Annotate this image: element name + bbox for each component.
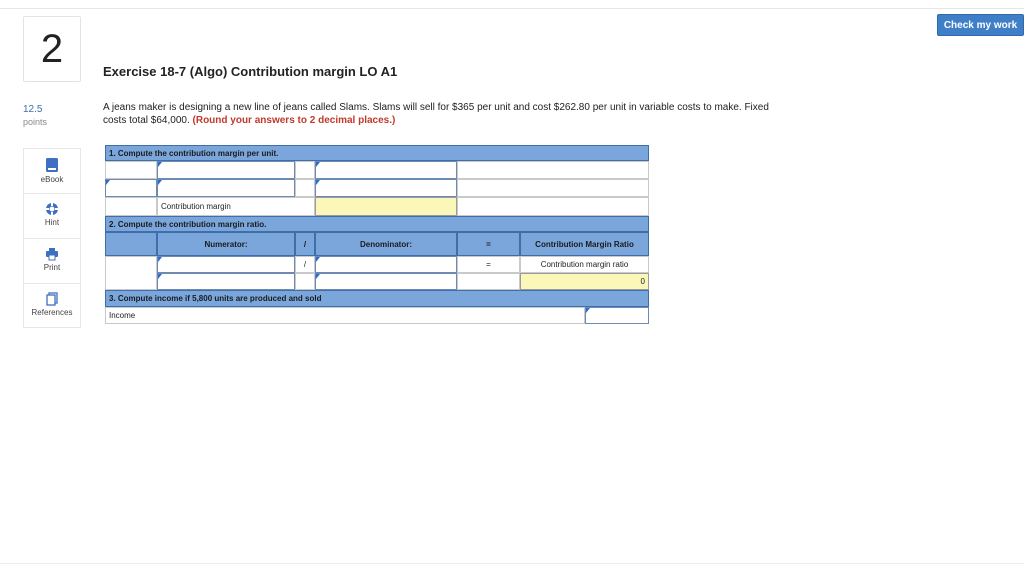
denominator-value-input[interactable]	[315, 273, 457, 290]
denominator-header: Denominator:	[315, 232, 457, 256]
numerator-value-input[interactable]	[157, 273, 295, 290]
tool-divider	[24, 238, 80, 239]
points-value: 12.5	[23, 104, 43, 115]
print-label: Print	[43, 263, 61, 272]
tool-divider	[24, 193, 80, 194]
references-icon	[45, 292, 59, 306]
part1-gap	[295, 161, 315, 179]
points-label: points	[23, 117, 48, 127]
part1-blank	[457, 197, 649, 216]
contribution-margin-label: Contribution margin	[157, 197, 315, 216]
ebook-button[interactable]	[24, 157, 80, 184]
references-label: References	[31, 308, 73, 317]
part1-row2-label-select[interactable]	[157, 179, 295, 197]
print-icon	[45, 247, 59, 261]
top-divider	[0, 8, 1024, 9]
part1-row1-label-select[interactable]	[157, 161, 295, 179]
ebook-label: eBook	[40, 175, 64, 184]
equals-header: =	[457, 232, 520, 256]
income-label: Income	[105, 307, 585, 324]
part2-header-spacer	[105, 232, 157, 256]
divide-symbol: /	[295, 256, 315, 273]
question-number: 2	[23, 16, 81, 82]
part1-row2-value-input[interactable]	[315, 179, 457, 197]
part1-blank	[457, 161, 649, 179]
tools-panel	[23, 148, 81, 328]
contribution-margin-result	[315, 197, 457, 216]
ratio-header: Contribution Margin Ratio	[520, 232, 649, 256]
tool-divider	[24, 283, 80, 284]
part1-spacer	[105, 197, 157, 216]
numerator-header: Numerator:	[157, 232, 295, 256]
part1-heading: 1. Compute the contribution margin per unit.	[105, 145, 649, 161]
part3-heading: 3. Compute income if 5,800 units are produced and sold	[105, 290, 649, 307]
ratio-result: 0	[520, 273, 649, 290]
bottom-divider	[0, 563, 1024, 564]
references-button[interactable]	[24, 292, 80, 317]
hint-button[interactable]	[24, 202, 80, 227]
part2-spacer	[105, 256, 157, 290]
check-my-work-button[interactable]: Check my work	[937, 14, 1024, 36]
exercise-title: Exercise 18-7 (Algo) Contribution margin LO A1	[103, 64, 398, 79]
part1-blank	[457, 179, 649, 197]
part1-row1-value-input[interactable]	[315, 161, 457, 179]
part2-gap	[295, 273, 315, 290]
numerator-label-select[interactable]	[157, 256, 295, 273]
rounding-instruction: (Round your answers to 2 decimal places.)	[192, 115, 396, 126]
part2-heading: 2. Compute the contribution margin ratio.	[105, 216, 649, 232]
ratio-label: Contribution margin ratio	[520, 256, 649, 273]
part1-spacer	[105, 161, 157, 179]
hint-label: Hint	[44, 218, 60, 227]
ebook-icon	[45, 157, 59, 173]
part1-gap	[295, 179, 315, 197]
exercise-prompt	[103, 101, 783, 127]
income-input[interactable]	[585, 307, 649, 324]
print-button[interactable]	[24, 247, 80, 272]
equals-symbol: =	[457, 256, 520, 273]
part2-gap	[457, 273, 520, 290]
denominator-label-select[interactable]	[315, 256, 457, 273]
hint-icon	[45, 202, 59, 216]
prompt-text: A jeans maker is designing a new line of jeans called Slams. Slams will sell for $365 per unit and cost $262.80 per unit in variable costs to make. Fixed costs total $64,000.	[103, 102, 769, 126]
part1-row2-operator-select[interactable]	[105, 179, 157, 197]
divide-header: /	[295, 232, 315, 256]
